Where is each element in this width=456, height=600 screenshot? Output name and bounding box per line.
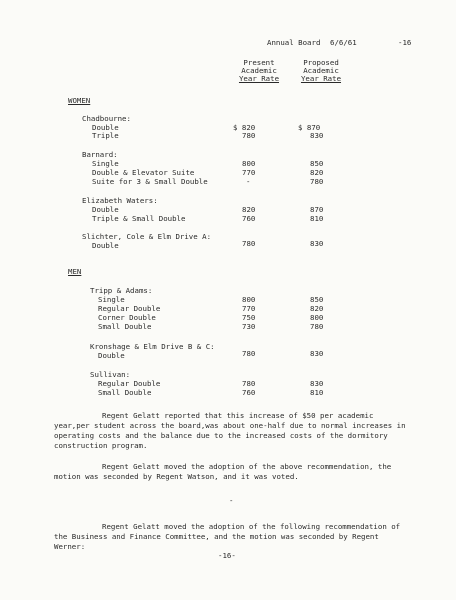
proposed-rate: 780 — [310, 177, 324, 186]
proposed-rate: 830 — [310, 131, 324, 140]
row-label: Double — [92, 123, 119, 132]
proposed-rate: 870 — [310, 205, 324, 214]
group-name: Sullivan: — [90, 370, 131, 379]
row-label: Triple & Small Double — [92, 214, 186, 223]
row-label: Regular Double — [98, 379, 161, 388]
present-heading-2: Academic — [241, 66, 277, 75]
group-name: Chadbourne: — [82, 114, 131, 123]
present-rate: 750 — [242, 313, 256, 322]
row-label: Small Double — [98, 388, 152, 397]
proposed-heading-3: Year Rate — [300, 74, 342, 83]
proposed-rate: 830 — [310, 349, 324, 358]
proposed-rate: 800 — [310, 313, 324, 322]
present-heading-1: Present — [243, 58, 275, 67]
row-label: Suite for 3 & Small Double — [92, 177, 208, 186]
paragraph: Regent Gelatt reported that this increase of $50 per academic year,per student across the board,was about one-half due to normal increases in operating costs and the balance due to the increased costs of the dormitory construction program. — [54, 411, 406, 450]
header-date: 6/6/61 — [330, 38, 357, 47]
present-rate: 800 — [242, 295, 256, 304]
header-meeting: Annual Board — [267, 38, 321, 47]
present-rate: 780 — [242, 349, 256, 358]
present-rate: 780 — [242, 239, 256, 248]
row-label: Corner Double — [98, 313, 156, 322]
section-women: WOMEN — [68, 96, 91, 105]
row-label: Double — [92, 241, 119, 250]
present-rate: 800 — [242, 159, 256, 168]
present-rate: - — [246, 177, 251, 186]
group-name: Elizabeth Waters: — [82, 196, 158, 205]
row-label: Single — [98, 295, 125, 304]
present-rate: 780 — [242, 379, 256, 388]
paragraph: Regent Gelatt moved the adoption of the following recommendation of the Business and Finance Committee, and the motion was seconded by Regent Werner: — [54, 522, 401, 551]
header-page-ref: -16 — [398, 38, 412, 47]
proposed-rate: 780 — [310, 322, 324, 331]
page-number: -16- — [218, 551, 236, 560]
proposed-rate: 830 — [310, 379, 324, 388]
proposed-heading-2: Academic — [303, 66, 339, 75]
present-rate: $ 820 — [233, 123, 256, 132]
group-name: Barnard: — [82, 150, 118, 159]
proposed-rate: 810 — [310, 214, 324, 223]
group-name: Kronshage & Elm Drive B & C: — [90, 342, 215, 351]
proposed-rate: 850 — [310, 159, 324, 168]
row-label: Triple — [92, 131, 119, 140]
present-rate: 730 — [242, 322, 256, 331]
proposed-rate: 810 — [310, 388, 324, 397]
present-rate: 770 — [242, 304, 256, 313]
row-label: Double — [92, 205, 119, 214]
section-men: MEN — [68, 267, 82, 276]
present-rate: 820 — [242, 205, 256, 214]
group-name: Tripp & Adams: — [90, 286, 153, 295]
present-heading-3: Year Rate — [238, 74, 280, 83]
row-label: Regular Double — [98, 304, 161, 313]
row-label: Double & Elevator Suite — [92, 168, 195, 177]
group-name: Slichter, Cole & Elm Drive A: — [82, 232, 212, 241]
row-label: Small Double — [98, 322, 152, 331]
row-label: Double — [98, 351, 125, 360]
present-rate: 770 — [242, 168, 256, 177]
present-rate: 780 — [242, 131, 256, 140]
present-rate: 760 — [242, 388, 256, 397]
paragraph: Regent Gelatt moved the adoption of the above recommendation, the motion was seconded by Regent Watson, and it was voted. — [54, 462, 392, 481]
proposed-heading-1: Proposed — [303, 58, 339, 67]
proposed-rate: 830 — [310, 239, 324, 248]
proposed-rate: $ 870 — [298, 123, 321, 132]
row-label: Single — [92, 159, 119, 168]
present-rate: 760 — [242, 214, 256, 223]
proposed-rate: 820 — [310, 304, 324, 313]
separator-dash: - — [229, 496, 234, 505]
proposed-rate: 850 — [310, 295, 324, 304]
proposed-rate: 820 — [310, 168, 324, 177]
